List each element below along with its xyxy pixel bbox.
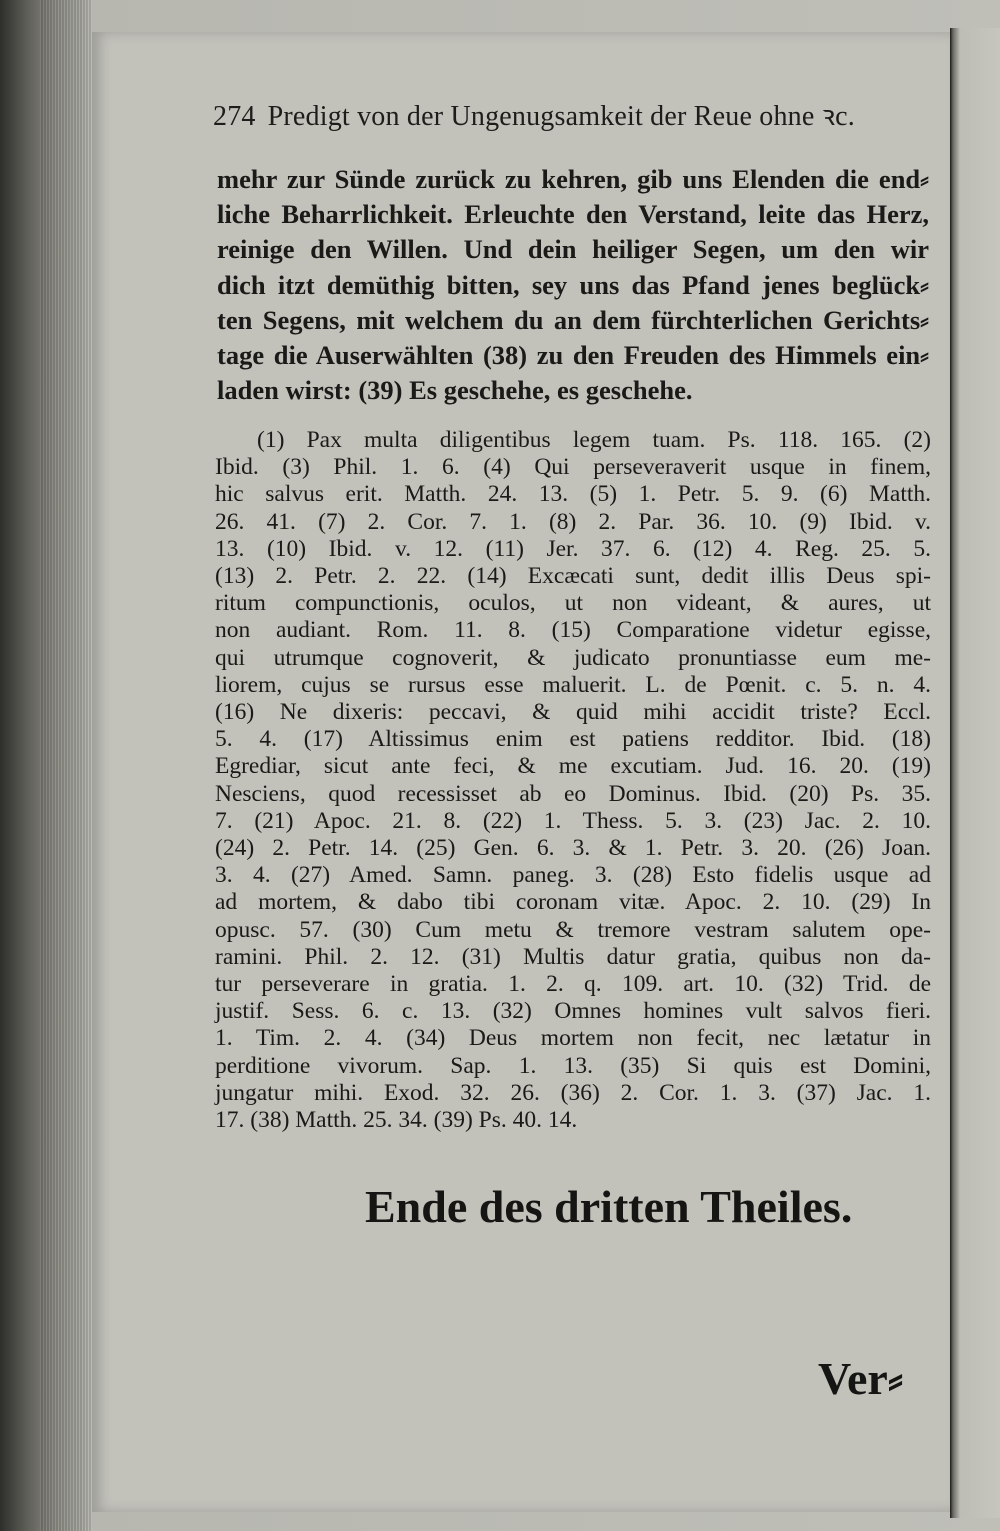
footnote-line: (16) Ne dixeris: peccavi, & quid mihi accidit triste? Eccl. bbox=[215, 699, 931, 726]
footnote-line: ramini. Phil. 2. 12. (31) Multis datur gratia, quibus non da- bbox=[215, 943, 931, 970]
footnote-line: 13. (10) Ibid. v. 12. (11) Jer. 37. 6. (12) 4. Reg. 25. 5. bbox=[215, 535, 931, 562]
footnote-line: Nesciens, quod recessisset ab eo Dominus. Ibid. (20) Ps. 35. bbox=[215, 780, 931, 807]
footnote-line: 1. Tim. 2. 4. (34) Deus mortem non fecit, nec lætatur in bbox=[215, 1025, 931, 1052]
footnote-line: non audiant. Rom. 11. 8. (15) Comparatione videtur egisse, bbox=[215, 617, 931, 644]
footnote-line: 26. 41. (7) 2. Cor. 7. 1. (8) 2. Par. 36. 10. (9) Ibid. v. bbox=[215, 508, 931, 535]
footnotes bbox=[215, 427, 931, 1134]
running-title: Predigt von der Ungenugsamkeit der Reue ohne ꝛc. bbox=[267, 101, 855, 132]
text-line: ten Segens, mit welchem du an dem fürchterlichen Gerichts⸗ bbox=[217, 304, 929, 335]
footnote-line: hic salvus erit. Matth. 24. 13. (5) 1. Petr. 5. 9. (6) Matth. bbox=[215, 481, 931, 508]
text-line: laden wirst: (39) Es geschehe, es geschehe. bbox=[217, 375, 693, 406]
footnote-line: liorem, cujus se rursus esse maluerit. L. de Pœnit. c. 5. n. 4. bbox=[215, 671, 931, 698]
footnote-line: 3. 4. (27) Amed. Samn. paneg. 3. (28) Esto fidelis usque ad bbox=[215, 862, 931, 889]
footnote-line: tur perseverare in gratia. 1. 2. q. 109. art. 10. (32) Trid. de bbox=[215, 971, 931, 998]
text-line: tage die Auserwählten (38) zu den Freuden des Himmels ein⸗ bbox=[217, 340, 929, 371]
footnote-line: opusc. 57. (30) Cum metu & tremore vestram salutem ope- bbox=[215, 916, 931, 943]
footnote-line: Egrediar, sicut ante feci, & me excutiam. Jud. 16. 20. (19) bbox=[215, 753, 931, 780]
catchword: Ver⸗ bbox=[818, 1353, 904, 1404]
text-line: dich itzt demüthig bitten, sey uns das Pfand jenes beglück⸗ bbox=[217, 269, 929, 300]
footnote-line: qui utrumque cognoverit, & judicato pronuntiasse eum me- bbox=[215, 644, 931, 671]
footnote-line: (1) Pax multa diligentibus legem tuam. Ps. 118. 165. (2) bbox=[257, 427, 931, 453]
page-number: 274 bbox=[213, 101, 256, 132]
footnote-line: 7. (21) Apoc. 21. 8. (22) 1. Thess. 5. 3. (23) Jac. 2. 10. bbox=[215, 807, 931, 834]
page-edges bbox=[40, 0, 92, 1531]
sermon-text bbox=[217, 162, 929, 408]
footnote-line: 17. (38) Matth. 25. 34. (39) Ps. 40. 14. bbox=[215, 1107, 578, 1134]
text-line: reinige den Willen. Und dein heiliger Segen, um den wir bbox=[217, 234, 929, 265]
footnote-line: jungatur mihi. Exod. 32. 26. (36) 2. Cor. 1. 3. (37) Jac. 1. bbox=[215, 1079, 931, 1106]
running-header bbox=[213, 96, 913, 134]
end-of-part-title: Ende des dritten Theiles. bbox=[365, 1181, 853, 1232]
footnote-line: perditione vivorum. Sap. 1. 13. (35) Si quis est Domini, bbox=[215, 1052, 931, 1079]
footnote-line: (13) 2. Petr. 2. 22. (14) Excæcati sunt, dedit illis Deus spi- bbox=[215, 563, 931, 590]
footnote-line: justif. Sess. 6. c. 13. (32) Omnes homines vult salvos fieri. bbox=[215, 998, 931, 1025]
footnote-line: (24) 2. Petr. 14. (25) Gen. 6. 3. & 1. Petr. 3. 20. (26) Joan. bbox=[215, 835, 931, 862]
text-line: liche Beharrlichkeit. Erleuchte den Verstand, leite das Herz, bbox=[217, 199, 929, 230]
footnote-line: Ibid. (3) Phil. 1. 6. (4) Qui perseveraverit usque in finem, bbox=[215, 454, 931, 481]
footnote-line: ritum compunctionis, oculos, ut non videant, & aures, ut bbox=[215, 590, 931, 617]
footnote-line: 5. 4. (17) Altissimus enim est patiens redditor. Ibid. (18) bbox=[215, 726, 931, 753]
adjacent-page-edge bbox=[950, 28, 1000, 1518]
text-line: mehr zur Sünde zurück zu kehren, gib uns Elenden die end⸗ bbox=[217, 164, 929, 194]
footnote-line: ad mortem, & dabo tibi coronam vitæ. Apoc. 2. 10. (29) In bbox=[215, 889, 931, 916]
